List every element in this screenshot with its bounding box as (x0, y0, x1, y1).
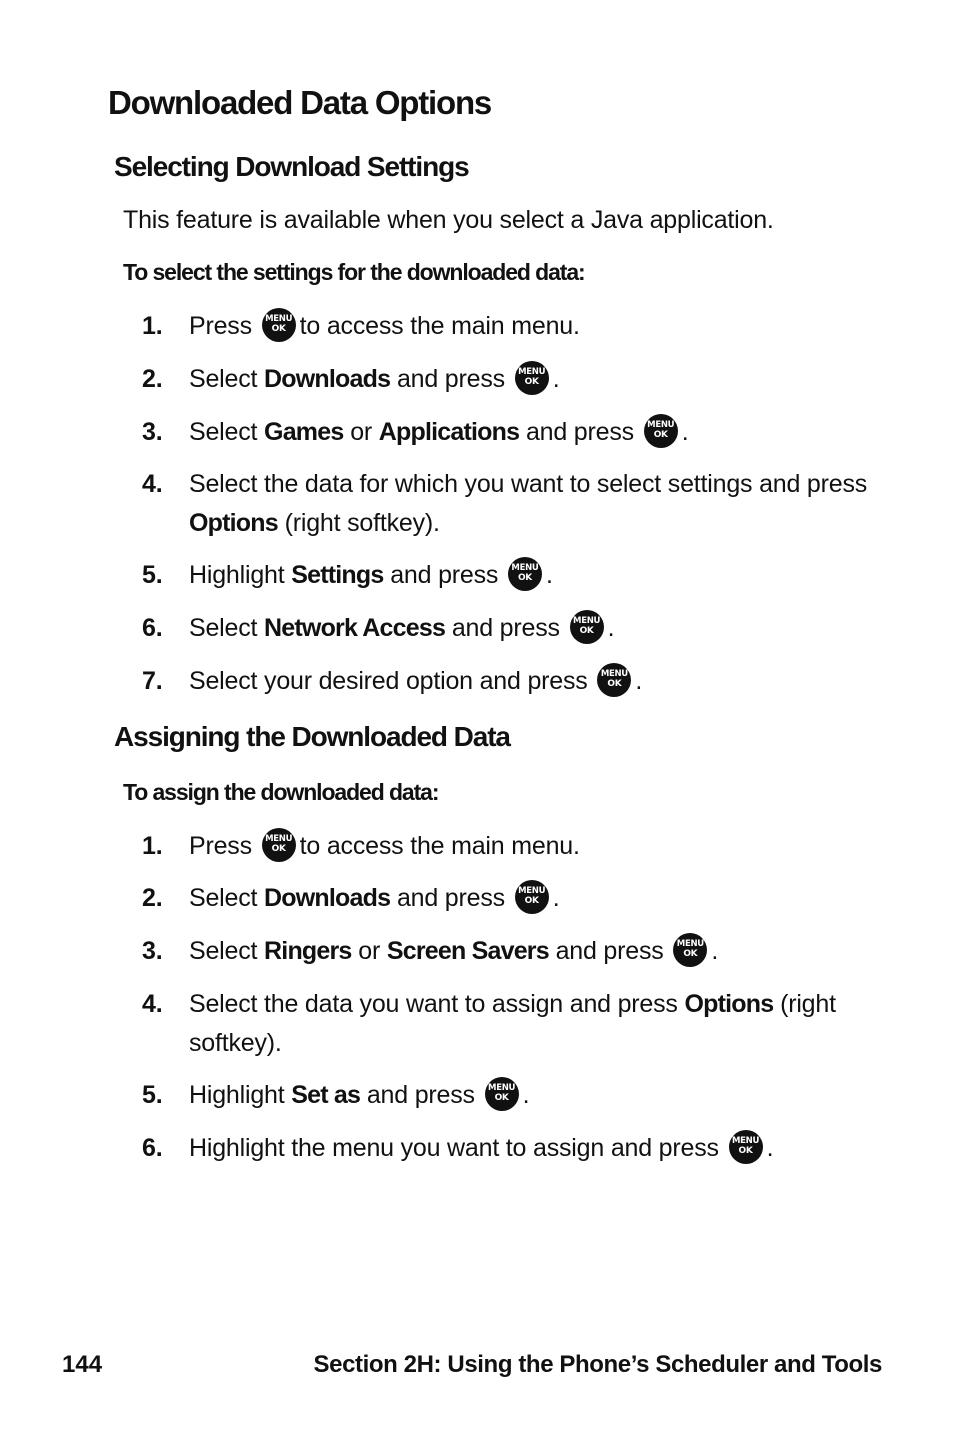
step-5: 5. Highlight Settings and press MENU OK . (142, 556, 872, 595)
step-number: 4. (142, 990, 163, 1018)
page-title: Downloaded Data Options (108, 84, 492, 121)
step-number: 7. (142, 667, 163, 695)
section-heading-selecting-download-settings: Selecting Download Settings (114, 151, 469, 182)
steps-lead-in: To select the settings for the downloaded data: (123, 259, 585, 285)
menu-ok-key-icon: MENU OK (729, 1130, 763, 1164)
step-number: 6. (142, 1134, 163, 1162)
step-number: 3. (142, 418, 163, 446)
step-number: 4. (142, 470, 163, 498)
step-number: 1. (142, 832, 163, 860)
step-4: 4. Select the data you want to assign and press Options (right softkey). (142, 985, 872, 1063)
step-number: 5. (142, 1081, 163, 1109)
menu-ok-key-icon: MENU OK (262, 308, 296, 342)
menu-ok-key-icon: MENU OK (515, 880, 549, 914)
step-3: 3. Select Ringers or Screen Savers and press MENU OK . (142, 932, 872, 971)
step-number: 6. (142, 614, 163, 642)
menu-ok-key-icon: MENU OK (644, 414, 678, 448)
step-number: 1. (142, 312, 163, 340)
step-1: 1. Press MENU OK to access the main menu. (142, 827, 872, 866)
step-number: 3. (142, 937, 163, 965)
intro-text: This feature is available when you select a Java application. (123, 206, 774, 234)
section-heading-assigning-downloaded-data: Assigning the Downloaded Data (114, 721, 510, 752)
step-1: 1. Press MENU OK to access the main menu. (142, 307, 872, 346)
step-6: 6. Highlight the menu you want to assign and press MENU OK . (142, 1129, 872, 1168)
step-number: 2. (142, 884, 163, 912)
menu-ok-key-icon: MENU OK (597, 663, 631, 697)
page-number: 144 (62, 1351, 103, 1378)
steps-lead-in: To assign the downloaded data: (123, 779, 439, 805)
menu-ok-key-icon: MENU OK (673, 933, 707, 967)
step-6: 6. Select Network Access and press MENU OK . (142, 609, 872, 648)
step-2: 2. Select Downloads and press MENU OK . (142, 360, 872, 399)
menu-ok-key-icon: MENU OK (570, 610, 604, 644)
step-7: 7. Select your desired option and press MENU OK . (142, 662, 872, 701)
step-number: 2. (142, 365, 163, 393)
step-5: 5. Highlight Set as and press MENU OK . (142, 1076, 872, 1115)
menu-ok-key-icon: MENU OK (508, 557, 542, 591)
menu-ok-key-icon: MENU OK (262, 828, 296, 862)
menu-ok-key-icon: MENU OK (515, 361, 549, 395)
step-3: 3. Select Games or Applications and press MENU OK . (142, 413, 872, 452)
step-2: 2. Select Downloads and press MENU OK . (142, 879, 872, 918)
section-footer-title: Section 2H: Using the Phone’s Scheduler and Tools (313, 1351, 882, 1378)
step-4: 4. Select the data for which you want to select settings and press Options (right softkey). (142, 465, 872, 543)
menu-ok-key-icon: MENU OK (485, 1077, 519, 1111)
step-number: 5. (142, 561, 163, 589)
